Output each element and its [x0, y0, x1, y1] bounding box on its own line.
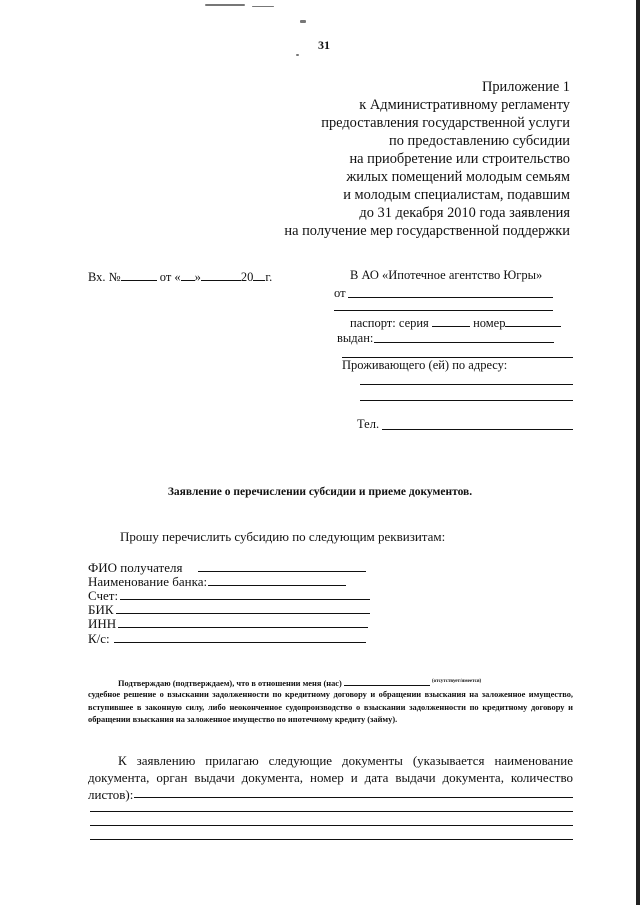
from-blank[interactable]	[348, 297, 553, 298]
residing-label: Проживающего (ей) по адресу:	[342, 358, 508, 372]
incoming-year-blank[interactable]	[253, 268, 265, 281]
attachments-text: К заявлению прилагаю следующие документы (указывается наименование документа, орган выдачи документа, номер и дата выдачи документа, количество листов):	[88, 753, 573, 802]
incoming-ot: от «	[159, 270, 181, 284]
incoming-number-blank[interactable]	[121, 268, 157, 281]
request-intro: Прошу перечислить субсидию по следующим реквизитам:	[120, 529, 446, 544]
passport-number-blank[interactable]	[505, 314, 561, 327]
attachments-blank-2[interactable]	[90, 811, 573, 812]
passport-series-label: паспорт: серия	[350, 316, 429, 330]
appendix-line: Приложение 1	[481, 79, 570, 95]
appendix-line: на приобретение или строительство	[349, 151, 570, 167]
confirm-text: судебное решение о взыскании задолженности по кредитному договору и обращении взыскания на заложенное имущество, вступившее в законную силу, либо неоконченное судопроизводство о взыскании задолженности по кредитному договору и обращении взыскания на заложенное имущество по ипотечному кредиту (займу).	[88, 690, 573, 724]
page-number: 31	[318, 38, 330, 52]
recipient-org: В АО «Ипотечное агентство Югры»	[350, 268, 543, 282]
bank-label: Наименование банка:	[88, 574, 208, 589]
document-title: Заявление о перечислении субсидии и приеме документов.	[167, 486, 473, 498]
appendix-line: предоставления государственной услуги	[321, 115, 570, 131]
scan-speck	[300, 20, 306, 23]
from-blank-2[interactable]	[334, 310, 553, 311]
field-inn	[88, 616, 116, 632]
fio-label: ФИО получателя	[88, 560, 183, 575]
address-blank[interactable]	[360, 384, 573, 385]
account-label: Счет:	[88, 588, 119, 603]
incoming-year-suffix: г.	[265, 270, 273, 284]
bik-blank[interactable]	[116, 613, 370, 614]
appendix-line: и молодым специалистам, подавшим	[343, 187, 570, 203]
recipient-from-label: от	[334, 286, 346, 300]
appendix-line: на получение мер государственной поддержки	[284, 223, 570, 239]
tel-label: Тел.	[357, 417, 380, 431]
attachments-blank[interactable]	[134, 797, 573, 798]
appendix-line: жилых помещений молодым семьям	[346, 169, 570, 185]
account-blank[interactable]	[120, 599, 370, 600]
passport-series-blank[interactable]	[432, 314, 470, 327]
confirm-blank[interactable]	[344, 676, 430, 686]
scan-speck	[252, 6, 274, 7]
attachments-blank-4[interactable]	[90, 839, 573, 840]
fio-blank[interactable]	[198, 571, 366, 572]
ks-blank[interactable]	[114, 642, 366, 643]
incoming-prefix: Вх. №	[88, 270, 121, 284]
incoming-day-blank[interactable]	[181, 268, 195, 281]
ks-label: К/с:	[88, 631, 110, 646]
incoming-year-prefix: 20	[240, 270, 254, 284]
incoming-number-line	[88, 268, 272, 285]
scan-speck	[296, 54, 299, 56]
confirm-note: (отсутствует/имеется)	[431, 679, 482, 684]
incoming-month-blank[interactable]	[201, 268, 241, 281]
bank-blank[interactable]	[208, 585, 346, 586]
passport-line	[350, 314, 561, 331]
incoming-mid: »	[194, 270, 201, 284]
inn-label: ИНН	[88, 616, 117, 631]
appendix-line: к Административному регламенту	[359, 97, 570, 113]
appendix-line: по предоставлению субсидии	[389, 133, 570, 149]
inn-blank[interactable]	[118, 627, 368, 628]
tel-blank[interactable]	[382, 429, 573, 430]
attachments-blank-3[interactable]	[90, 825, 573, 826]
appendix-line: до 31 декабря 2010 года заявления	[359, 205, 570, 221]
address-blank-2[interactable]	[360, 400, 573, 401]
scan-speck	[205, 4, 245, 6]
scan-right-edge	[636, 0, 640, 905]
issued-label: выдан:	[337, 331, 374, 345]
field-ks	[88, 631, 110, 647]
bik-label: БИК	[88, 602, 114, 617]
issued-blank[interactable]	[374, 342, 554, 343]
passport-number-label: номер	[473, 316, 506, 330]
confirm-start: Подтверждаю (подтверждаем), что в отношении меня (нас)	[118, 679, 342, 688]
